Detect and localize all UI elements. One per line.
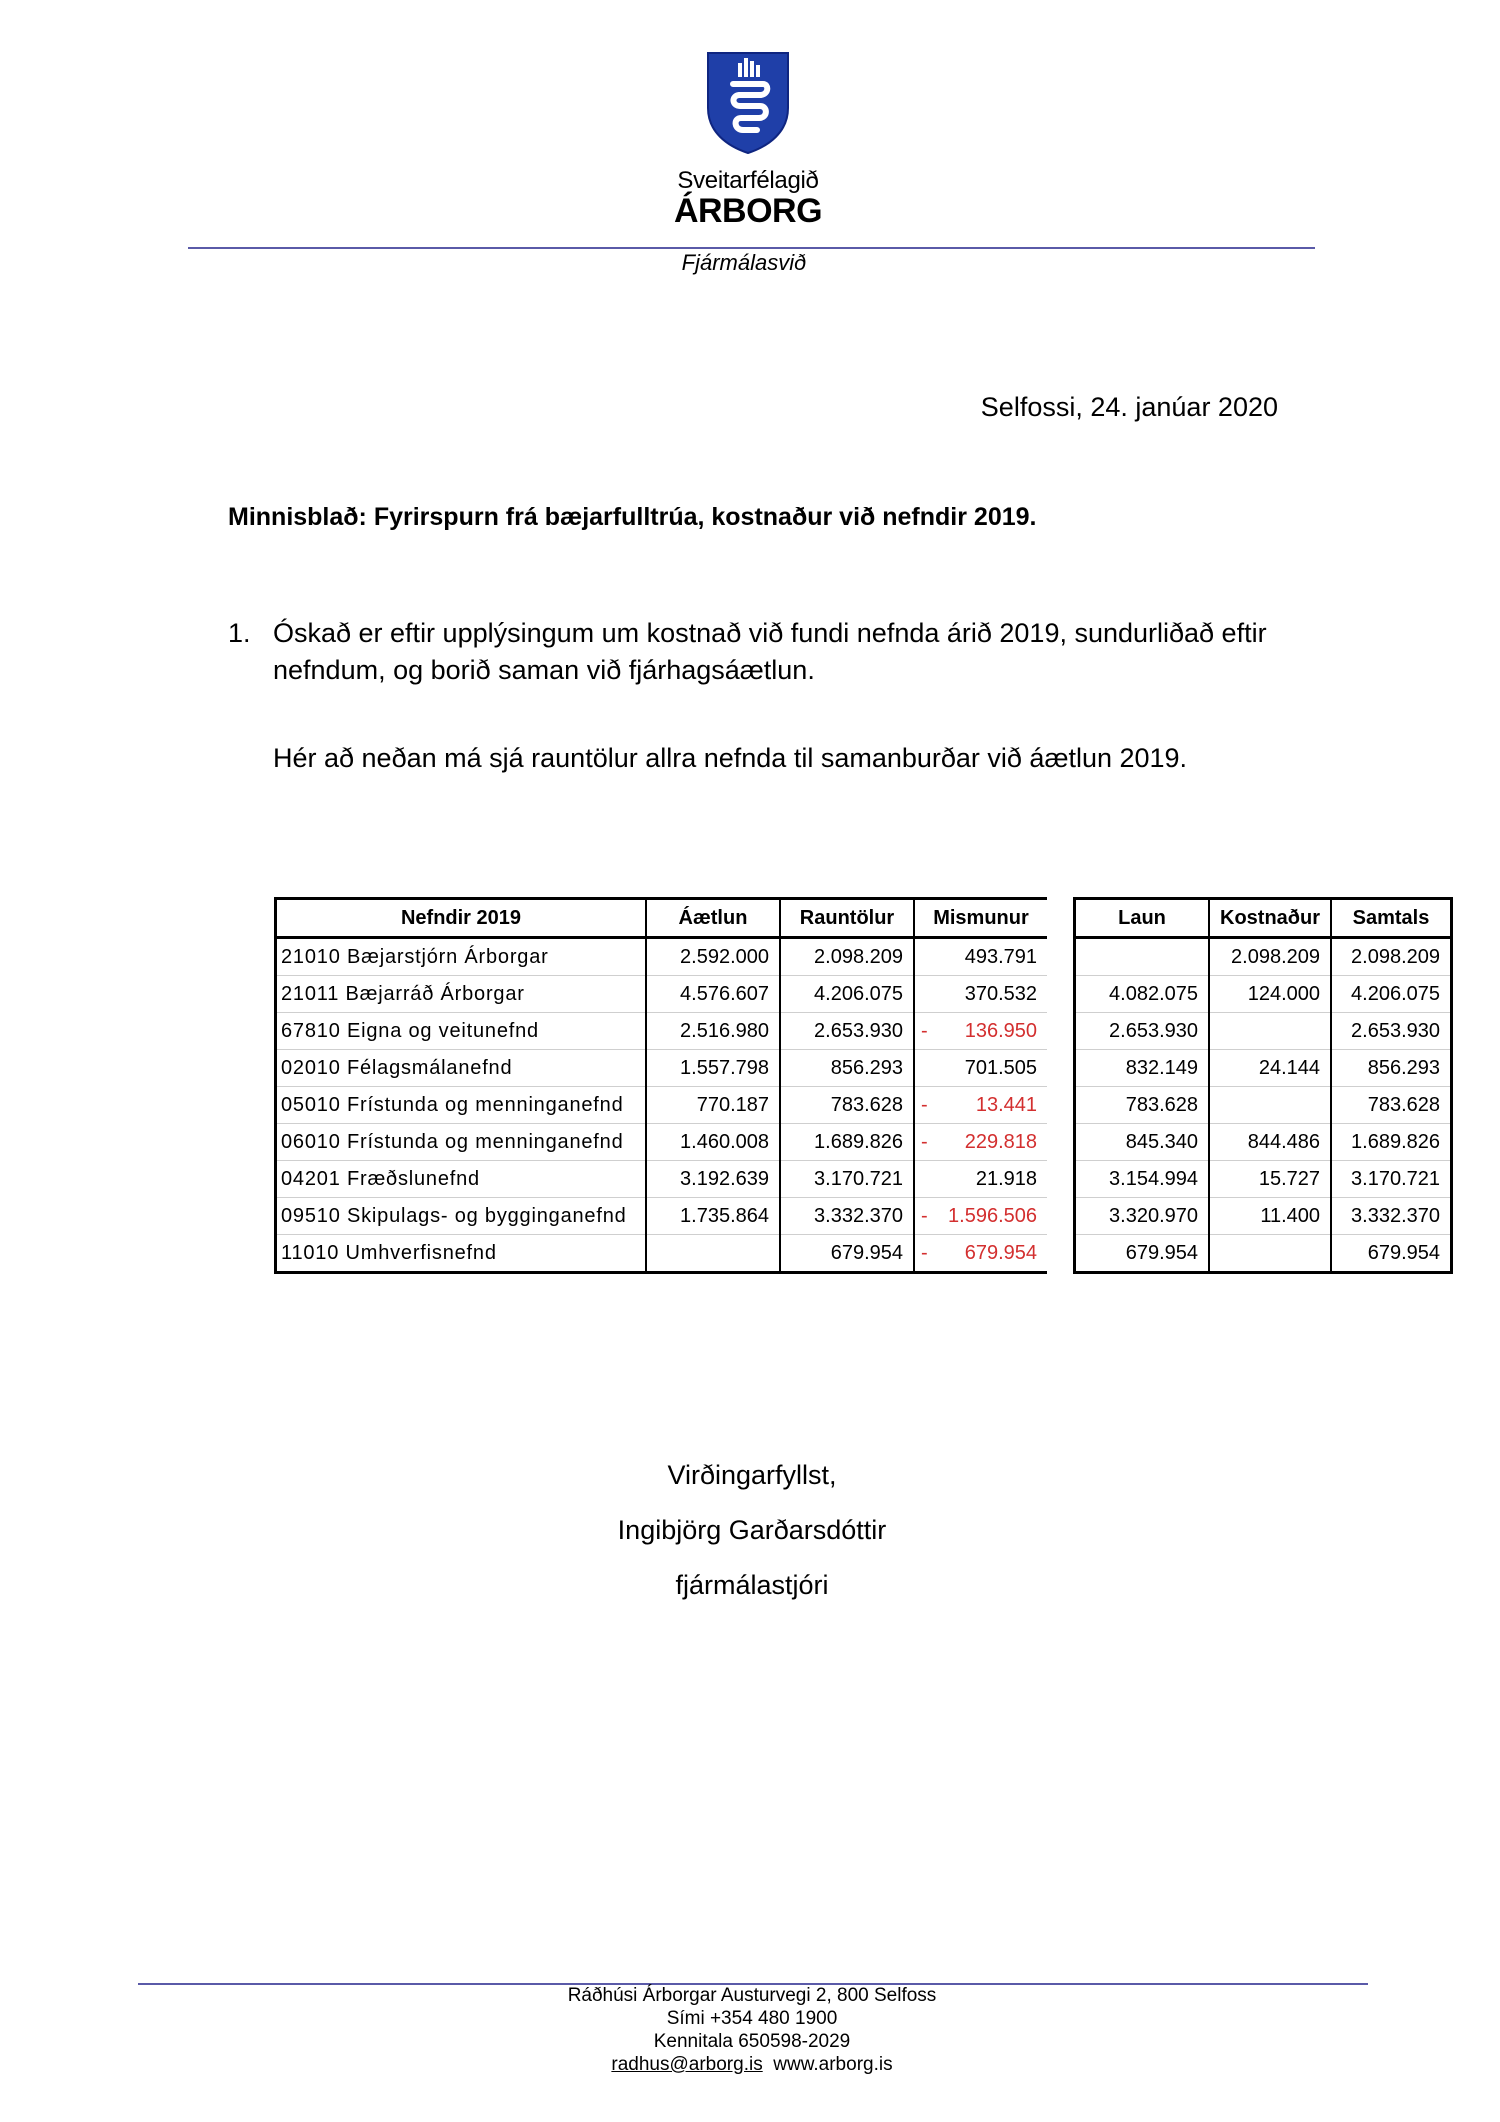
table-row xyxy=(276,938,1452,976)
letter-subject: Minnisblað: Fyrirspurn frá bæjarfulltrúa, kostnaður við nefndir 2019. xyxy=(228,503,1037,531)
table-row xyxy=(276,976,1452,1013)
actual-cell: 783.628 xyxy=(780,1087,914,1124)
total-cell: 1.689.826 xyxy=(1331,1124,1452,1161)
difference-value: 229.818 xyxy=(964,1130,1037,1153)
committee-name-cell: 67810 Eigna og veitunefnd xyxy=(276,1013,647,1050)
costs-cell: 11.400 xyxy=(1209,1198,1331,1235)
budget-cell: 4.576.607 xyxy=(646,976,780,1013)
difference-cell: 21.918 xyxy=(914,1161,1047,1198)
actual-cell: 1.689.826 xyxy=(780,1124,914,1161)
footer-contact xyxy=(2,2053,1500,2076)
committee-name-cell: 09510 Skipulags- og bygginganefnd xyxy=(276,1198,647,1235)
budget-cell: 770.187 xyxy=(646,1087,780,1124)
difference-cell: 370.532 xyxy=(914,976,1047,1013)
difference-cell-negative xyxy=(914,1198,1047,1235)
arborg-crest-icon xyxy=(705,50,791,156)
costs-cell xyxy=(1209,1013,1331,1050)
committee-name-cell: 02010 Félagsmálanefnd xyxy=(276,1050,647,1087)
table-row xyxy=(276,1050,1452,1087)
municipal-logo xyxy=(668,50,828,228)
actual-cell: 4.206.075 xyxy=(780,976,914,1013)
total-cell: 3.170.721 xyxy=(1331,1161,1452,1198)
table-row xyxy=(276,1013,1452,1050)
item-number: 1. xyxy=(228,618,251,648)
costs-cell: 844.486 xyxy=(1209,1124,1331,1161)
costs-cell xyxy=(1209,1235,1331,1273)
budget-cell: 1.557.798 xyxy=(646,1050,780,1087)
column-gap xyxy=(1047,1087,1075,1124)
committee-cost-table xyxy=(274,897,1453,1274)
column-gap xyxy=(1047,1124,1075,1161)
table-row xyxy=(276,1235,1452,1273)
total-cell: 2.098.209 xyxy=(1331,938,1452,976)
footer-id-number: Kennitala 650598-2029 xyxy=(653,2031,851,2052)
difference-value: 136.950 xyxy=(964,1019,1037,1042)
table-row xyxy=(276,1087,1452,1124)
total-cell: 856.293 xyxy=(1331,1050,1452,1087)
committee-name-cell: 04201 Fræðslunefnd xyxy=(276,1161,647,1198)
difference-cell-negative xyxy=(914,1235,1047,1273)
budget-cell: 2.516.980 xyxy=(646,1013,780,1050)
actual-cell: 2.653.930 xyxy=(780,1013,914,1050)
wages-cell: 832.149 xyxy=(1075,1050,1210,1087)
header-difference: Mismunur xyxy=(914,899,1047,938)
header-divider xyxy=(188,247,1315,249)
committee-name-cell: 06010 Frístunda og menninganefnd xyxy=(276,1124,647,1161)
wages-cell: 3.320.970 xyxy=(1075,1198,1210,1235)
costs-cell xyxy=(1209,1087,1331,1124)
negative-sign: - xyxy=(921,1241,928,1264)
item-text: Óskað er eftir upplýsingum um kostnað við fundi nefnda árið 2019, sundurliðað eftir nefndum, og borið saman við fjárhagsáætlun. xyxy=(273,618,1267,685)
letter-date: Selfossi, 24. janúar 2020 xyxy=(980,392,1278,422)
column-gap xyxy=(1047,938,1075,976)
column-gap xyxy=(1047,1235,1075,1273)
footer xyxy=(0,1983,1500,2076)
table-header-row xyxy=(276,899,1452,938)
difference-value: 679.954 xyxy=(964,1241,1037,1264)
table-row xyxy=(276,1124,1452,1161)
wages-cell xyxy=(1075,938,1210,976)
wages-cell: 2.653.930 xyxy=(1075,1013,1210,1050)
footer-email-link[interactable]: radhus@arborg.is xyxy=(611,2054,763,2075)
total-cell: 2.653.930 xyxy=(1331,1013,1452,1050)
total-cell: 679.954 xyxy=(1331,1235,1452,1273)
wages-cell: 3.154.994 xyxy=(1075,1161,1210,1198)
difference-value: 1.596.506 xyxy=(948,1204,1037,1227)
table-intro-note: Hér að neðan má sjá rauntölur allra nefnda til samanburðar við áætlun 2019. xyxy=(273,743,1188,773)
department-label: Fjármálasvið xyxy=(681,250,807,275)
costs-cell: 24.144 xyxy=(1209,1050,1331,1087)
difference-cell-negative xyxy=(914,1124,1047,1161)
wages-cell: 845.340 xyxy=(1075,1124,1210,1161)
footer-address: Ráðhúsi Árborgar Austurvegi 2, 800 Selfoss xyxy=(567,1985,937,2006)
column-gap xyxy=(1047,1161,1075,1198)
header-wages: Laun xyxy=(1075,899,1210,938)
municipality-name: ÁRBORG xyxy=(673,192,823,230)
costs-cell: 124.000 xyxy=(1209,976,1331,1013)
column-gap xyxy=(1047,1198,1075,1235)
header-total: Samtals xyxy=(1331,899,1452,938)
footer-website-link[interactable]: www.arborg.is xyxy=(773,2054,893,2075)
budget-cell: 1.735.864 xyxy=(646,1198,780,1235)
budget-cell: 3.192.639 xyxy=(646,1161,780,1198)
actual-cell: 3.170.721 xyxy=(780,1161,914,1198)
difference-cell: 493.791 xyxy=(914,938,1047,976)
negative-sign: - xyxy=(921,1019,928,1042)
table-row xyxy=(276,1161,1452,1198)
closing-greeting: Virðingarfyllst, xyxy=(667,1460,837,1490)
header-costs: Kostnaður xyxy=(1209,899,1331,938)
negative-sign: - xyxy=(921,1093,928,1116)
budget-cell: 1.460.008 xyxy=(646,1124,780,1161)
actual-cell: 2.098.209 xyxy=(780,938,914,976)
column-gap xyxy=(1047,1050,1075,1087)
wages-cell: 679.954 xyxy=(1075,1235,1210,1273)
footer-phone: Sími +354 480 1900 xyxy=(666,2008,838,2029)
total-cell: 3.332.370 xyxy=(1331,1198,1452,1235)
total-cell: 4.206.075 xyxy=(1331,976,1452,1013)
difference-cell-negative xyxy=(914,1013,1047,1050)
costs-cell: 2.098.209 xyxy=(1209,938,1331,976)
actual-cell: 679.954 xyxy=(780,1235,914,1273)
budget-cell xyxy=(646,1235,780,1273)
committee-name-cell: 21011 Bæjarráð Árborgar xyxy=(276,976,647,1013)
column-gap xyxy=(1047,976,1075,1013)
difference-value: 13.441 xyxy=(975,1093,1037,1116)
wages-cell: 4.082.075 xyxy=(1075,976,1210,1013)
municipality-label: Sveitarfélagið xyxy=(677,167,819,194)
header-budget: Áætlun xyxy=(646,899,780,938)
total-cell: 783.628 xyxy=(1331,1087,1452,1124)
committee-name-cell: 11010 Umhverfisnefnd xyxy=(276,1235,647,1273)
budget-cell: 2.592.000 xyxy=(646,938,780,976)
signatory-name: Ingibjörg Garðarsdóttir xyxy=(617,1515,887,1545)
committee-name-cell: 21010 Bæjarstjórn Árborgar xyxy=(276,938,647,976)
negative-sign: - xyxy=(921,1130,928,1153)
header-name: Nefndir 2019 xyxy=(276,899,647,938)
column-gap xyxy=(1047,899,1075,938)
difference-cell-negative xyxy=(914,1087,1047,1124)
costs-cell: 15.727 xyxy=(1209,1161,1331,1198)
difference-cell: 701.505 xyxy=(914,1050,1047,1087)
actual-cell: 3.332.370 xyxy=(780,1198,914,1235)
negative-sign: - xyxy=(921,1204,928,1227)
table-row xyxy=(276,1198,1452,1235)
wages-cell: 783.628 xyxy=(1075,1087,1210,1124)
committee-name-cell: 05010 Frístunda og menninganefnd xyxy=(276,1087,647,1124)
signatory-title: fjármálastjóri xyxy=(675,1570,829,1600)
header-actual: Rauntölur xyxy=(780,899,914,938)
column-gap xyxy=(1047,1013,1075,1050)
actual-cell: 856.293 xyxy=(780,1050,914,1087)
